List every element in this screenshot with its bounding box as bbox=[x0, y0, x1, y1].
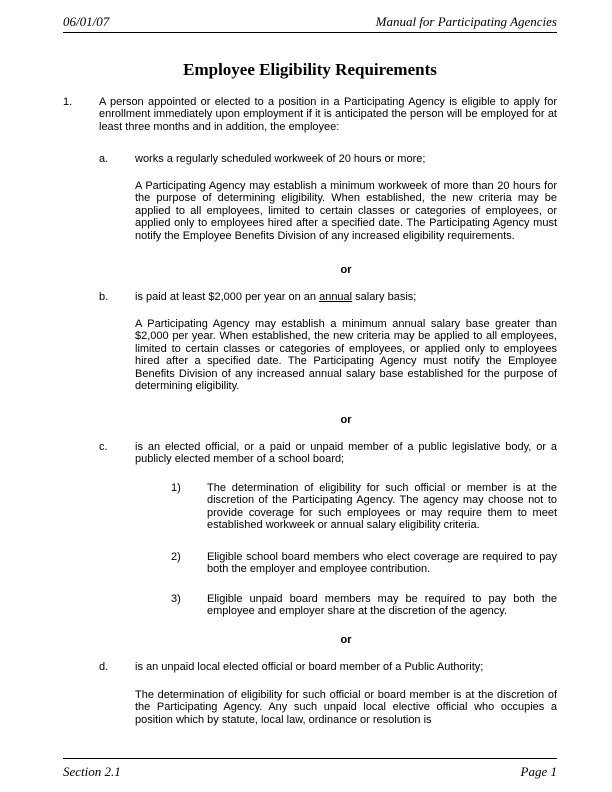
item-b-text-underlined: annual bbox=[319, 291, 353, 303]
header-manual-title: Manual for Participating Agencies bbox=[375, 14, 557, 29]
item-b-text-before: is paid at least $2,000 per year on an bbox=[135, 291, 320, 303]
page-header bbox=[63, 11, 557, 33]
page-title: Employee Eligibility Requirements bbox=[183, 60, 437, 79]
item-d-note: The determination of eligibility for such official or board member is at the discretion of the Participating Agency. Any such unpaid local elective official who occupies a position which by statute, local law, ordinance or resolution is bbox=[135, 689, 557, 726]
item-1-text: A person appointed or elected to a position in a Participating Agency is eligible to apply for enrollment immediately upon employment if it is anticipated the person will be employed for at least three months and in addition, the employee: bbox=[99, 96, 557, 133]
item-c-sub-1-number: 1) bbox=[171, 482, 181, 494]
item-c-text: is an elected official, or a paid or unpaid member of a public legislative body, or a publicly elected member of a school board; bbox=[135, 441, 557, 466]
item-b-note: A Participating Agency may establish a minimum annual salary base greater than $2,000 per year. When established, the new criteria may be applied to all employees, limited to certain classes or categories of employees, or applied only to employees hired after a specified date. The Participating Agency must notify the Employee Benefits Division of any increased annual salary base established for the purpose of determining eligibility. bbox=[135, 318, 557, 393]
item-c-sub-3-text: Eligible unpaid board members may be required to pay both the employee and employer share at the discretion of the agency. bbox=[207, 593, 557, 618]
item-a-text: works a regularly scheduled workweek of 20 hours or more; bbox=[135, 153, 426, 165]
page-footer bbox=[63, 758, 557, 779]
or-separator-2: or bbox=[340, 414, 352, 426]
footer-section: Section 2.1 bbox=[63, 764, 121, 779]
item-a-note: A Participating Agency may establish a minimum workweek of more than 20 hours for the purpose of determining eligibility. When established, the new criteria may be applied to all employees, limited to certain classes or categories of employees, or applied only to employees hired after a specified date. The Participating Agency must notify the Employee Benefits Division of any increased eligibility requirements. bbox=[135, 180, 557, 242]
item-c-label: c. bbox=[99, 441, 108, 453]
item-b-text bbox=[135, 291, 557, 303]
item-1-number: 1. bbox=[63, 96, 73, 108]
item-b-label: b. bbox=[99, 291, 109, 303]
item-d-label: d. bbox=[99, 661, 109, 673]
or-separator-1: or bbox=[340, 264, 352, 276]
item-c-sub-3-number: 3) bbox=[171, 593, 181, 605]
item-a-label: a. bbox=[99, 153, 109, 165]
item-d-text: is an unpaid local elected official or board member of a Public Authority; bbox=[135, 661, 484, 673]
item-b-text-after: salary basis; bbox=[352, 291, 417, 303]
item-c-sub-1-text: The determination of eligibility for such official or member is at the discretion of the Participating Agency. The agency may choose not to provide coverage for such employees or may require them to meet established workweek or annual salary eligibility criteria. bbox=[207, 482, 557, 532]
footer-page-number: Page 1 bbox=[520, 764, 557, 779]
item-c-sub-2-number: 2) bbox=[171, 551, 181, 563]
item-c-sub-2-text: Eligible school board members who elect coverage are required to pay both the employer and employee contribution. bbox=[207, 551, 557, 576]
header-date: 06/01/07 bbox=[63, 14, 110, 29]
or-separator-3: or bbox=[340, 634, 352, 646]
